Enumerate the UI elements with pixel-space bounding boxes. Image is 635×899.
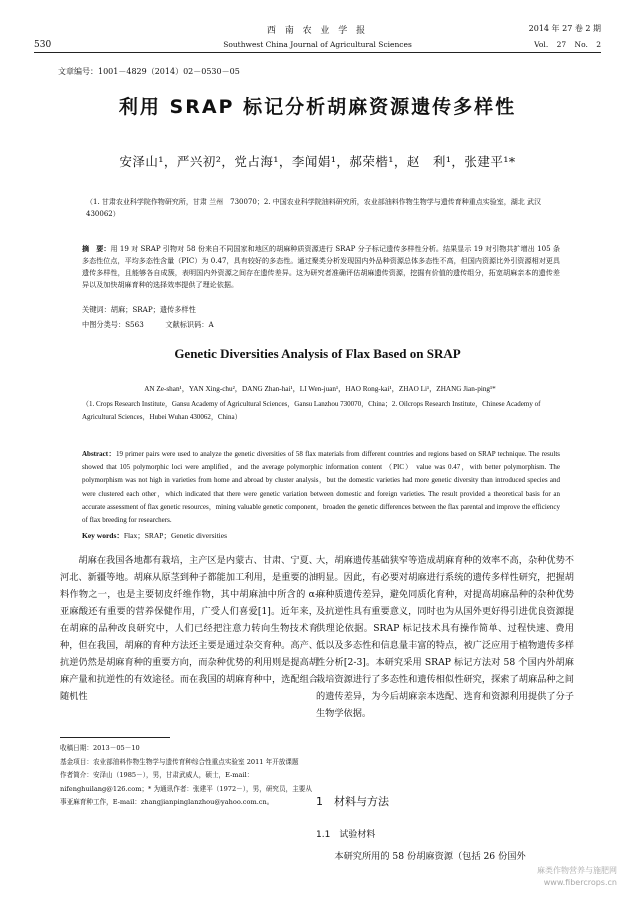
keywords-en-label: Key words： bbox=[82, 531, 124, 540]
affiliation-en: （1. Crops Research Institute，Gansu Academy of Agricultural Sciences，Gansu Lanzhou 730070，China；2. Oilcrops Research Institute，Chinese Academy of Agricultural Sciences，Hubei Wuhan 430062，China） bbox=[82, 400, 541, 421]
abstract-en-label: Abstract： bbox=[82, 450, 116, 458]
section-heading-1: 1 材料与方法 bbox=[316, 795, 389, 808]
journal-name-cn: 西 南 农 业 学 报 bbox=[266, 26, 369, 36]
article-number: 文章编号：1001－4829（2014）02－0530－05 bbox=[58, 67, 240, 76]
keywords-en bbox=[82, 530, 560, 541]
keywords-en-text: Flax；SRAP；Genetic diversities bbox=[123, 531, 227, 540]
watermark bbox=[537, 865, 617, 889]
journal-name-en: Southwest China Journal of Agricultural Sciences bbox=[223, 40, 412, 49]
classification-cn: 中图分类号：S563 文献标识码：A bbox=[82, 320, 214, 329]
running-header bbox=[0, 0, 635, 60]
authors-en: AN Ze-shan¹，YAN Xing-chu²，DANG Zhan-hai¹，LI Wen-juan¹，HAO Rong-kai¹，ZHAO Li¹，ZHANG Jian-ping¹* bbox=[144, 385, 496, 393]
header-rule bbox=[34, 52, 601, 53]
year-issue: 2014 年 27 卷 2 期 bbox=[528, 24, 601, 33]
body-paragraph: 大，胡麻遗传基础狭窄等造成胡麻育种的效率不高，杂种优势不明显。因此，有必要对胡麻进行系统的遗传多样性研究，把握胡麻种质遗传差异，避免同质化育种，对提高胡麻品种的杂种优势及抗逆性具有重要意义，同时也为从国外更好得引进优良资源提供理论依据。SRAP 标记技术具有操作简单、过程快速、费用低以及多态性和信息量丰富的特点，被广泛应用于植物遗传多样性分析[2-3]。本研究采用 SRAP 标记方法对 58 个国内外胡麻栽培资源进行了多态性和遗传相似性研究，探索了胡麻品种之间的遗传差异，为今后胡麻亲本选配、选育和资源利用提供了分子生物学依据。 bbox=[316, 555, 574, 719]
volume-number: Vol. 27 No. 2 bbox=[534, 40, 601, 49]
footnote bbox=[60, 742, 312, 810]
body-column-left bbox=[60, 552, 318, 705]
page-number: 530 bbox=[34, 40, 52, 50]
author-info: 作者简介：安泽山（1985－），男，甘肃武威人，硕士，E-mail：nifenghuilang@126.com；* 为通讯作者：张建平（1972－），男，研究员，主要从事亚麻育种工作，E-mail：zhangjianpinglanzhou@yahoo.com.cn。 bbox=[60, 771, 312, 806]
section-heading-1-1: 1.1 试验材料 bbox=[316, 830, 376, 840]
title-cn: 利用 SRAP 标记分析胡麻资源遗传多样性 bbox=[118, 96, 517, 118]
abstract-cn-label: 摘 要： bbox=[82, 244, 111, 253]
affiliation-cn: （1. 甘肃农业科学院作物研究所，甘肃 兰州 730070；2. 中国农业科学院油料研究所，农业部油料作物生物学与遗传育种重点实验室，湖北 武汉 430062） bbox=[86, 198, 548, 218]
authors-cn: 安泽山¹，严兴初²，党占海¹，李闻娟¹，郝荣楷¹，赵 利¹，张建平¹* bbox=[119, 154, 516, 169]
keywords-cn: 关键词：胡麻；SRAP；遗传多样性 bbox=[82, 305, 196, 314]
abstract-en bbox=[82, 448, 560, 527]
body-column-right bbox=[316, 552, 574, 722]
watermark-cn: 麻类作物营养与施肥网 bbox=[537, 866, 617, 875]
watermark-url: www.fibercrops.cn bbox=[543, 878, 617, 887]
abstract-en-text: 19 primer pairs were used to analyze the genetic diversities of 58 flax materials from different countries and regions based on SRAP technique. The results showed that 105 polymorphic loci were amplified，and the average polymorphic information content （PIC） value was 0.47，with better polymorphism. The polymorphism was not high in varieties from home and abroad by cluster analysis，but the domestic varieties had more genetic diversity than introduced species and were clustered each other，which indicated that there were genetic variation between domestic and foreign varieties. The result provided a theoretical basis for an accurate assessment of flax genetic resources，mining valuable genetic component，broaden the genetic differences between the flax parental and improve the efficiency of flax breeding for researchers. bbox=[82, 450, 560, 525]
abstract-cn bbox=[82, 243, 560, 291]
footnote-rule bbox=[60, 737, 170, 738]
section-text: 本研究所用的 58 份胡麻资源（包括 26 份国外 bbox=[334, 851, 526, 862]
abstract-cn-text: 用 19 对 SRAP 引物对 58 份来自不同国家和地区的胡麻种质资源进行 SRAP 分子标记遗传多样性分析。结果显示 19 对引物共扩增出 105 条多态性位点，平均多态性含量（PIC）为 0.47，具有较好的多态性。通过聚类分析发现国内外品种资源总体多态性不高，但国内资源比外引资源相对更具遗传多样性，且能够各自成簇，表明国内外资源之间存在遗传差异。这为研究者准确评估胡麻遗传资源，挖掘有价值的遗传组分，拓宽胡麻亲本的遗传差异以及加快胡麻育种的选择效率提供了理论依据。 bbox=[82, 244, 561, 289]
title-en: Genetic Diversities Analysis of Flax Based on SRAP bbox=[174, 346, 461, 361]
received-date: 收稿日期：2013－05－10 bbox=[60, 744, 140, 752]
fund-info: 基金项目：农业部油料作物生物学与遗传育种综合性重点实验室 2011 年开放课题 bbox=[60, 757, 299, 766]
body-paragraph: 胡麻在我国各地都有栽培，主产区是内蒙古、甘肃、宁夏、河北、新疆等地。胡麻从原茎到种子都能加工利用，是重要的油料作物之一，也是主要韧皮纤维作物，其中胡麻油中所含的 α-亚麻酸还有重要的营养保健作用，广受人们喜爱[1]。近年来，在胡麻的品种改良研究中，人们已经把注意力转向生物技术育种，但在我国，胡麻的育种方法还主要是通过杂交育种。高产、抗逆仍然是胡麻育种的重要方向，而杂种优势的利用则是提高胡麻产量和抗逆性的有效途径。而在我国的胡麻育种中，选配组合随机性 bbox=[60, 555, 318, 702]
